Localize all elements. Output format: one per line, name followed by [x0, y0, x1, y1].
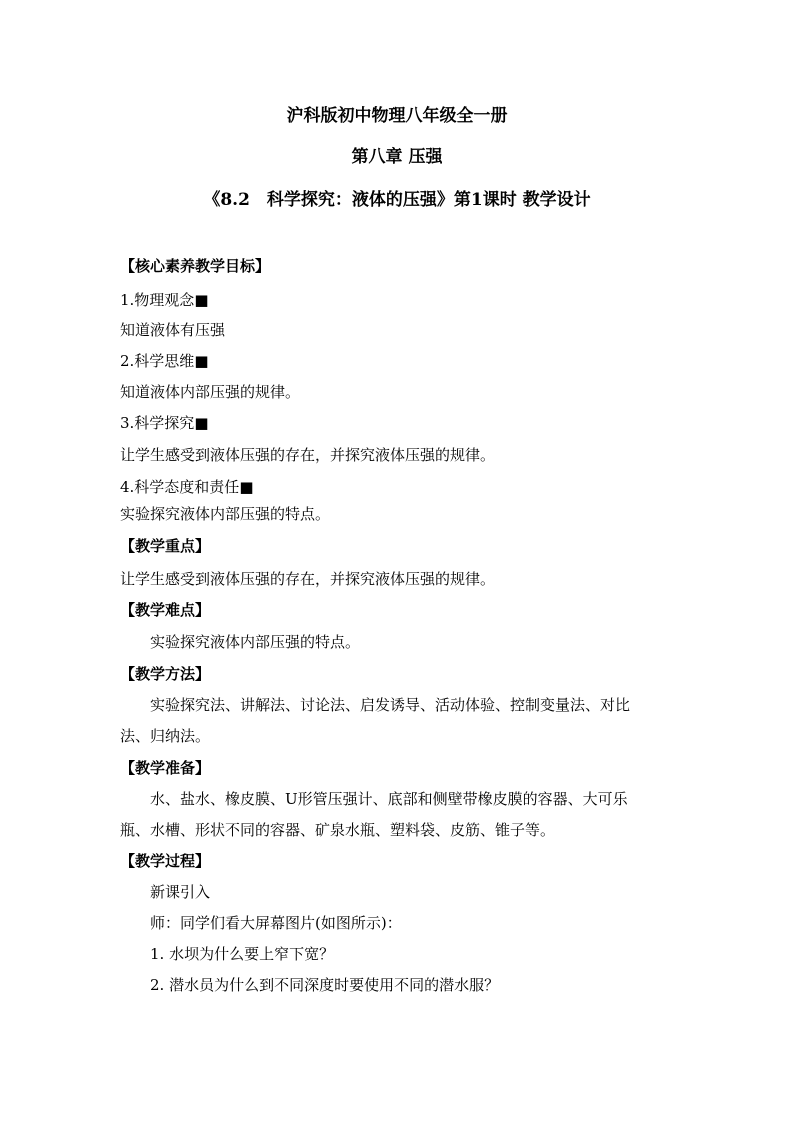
objective-label: 4.科学态度和责任■: [120, 478, 254, 496]
difficulties-text: 实验探究液体内部压强的特点。: [150, 633, 361, 651]
label-marker: ■: [194, 352, 209, 370]
lesson-title: 《8.2 科学探究：液体的压强》第1课时 教学设计: [203, 190, 591, 210]
label-marker: ■: [194, 291, 209, 309]
objective-text: 实验探究液体内部压强的特点。: [120, 505, 331, 523]
objectives-heading: 【核心素养教学目标】: [120, 257, 271, 275]
preparation-text-line: 水、盐水、橡皮膜、U形管压强计、底部和侧壁带橡皮膜的容器、大可乐: [150, 790, 628, 808]
label-marker: ■: [239, 478, 254, 496]
objective-text: 让学生感受到液体压强的存在，并探究液体压强的规律。: [120, 446, 496, 464]
question-item: 1. 水坝为什么要上窄下宽？: [150, 945, 335, 963]
difficulties-heading: 【教学难点】: [120, 601, 211, 619]
process-intro: 新课引入: [150, 883, 211, 901]
preparation-text-line: 瓶、水槽、形状不同的容器、矿泉水瓶、塑料袋、皮筋、锥子等。: [120, 821, 556, 839]
book-title: 沪科版初中物理八年级全一册: [286, 106, 508, 126]
teacher-line: 师：同学们看大屏幕图片(如图所示)：: [150, 914, 402, 932]
methods-text-line: 实验探究法、讲解法、讨论法、启发诱导、活动体验、控制变量法、对比: [150, 696, 631, 714]
preparation-heading: 【教学准备】: [120, 759, 211, 777]
question-item: 2. 潜水员为什么到不同深度时要使用不同的潜水服？: [150, 976, 500, 994]
methods-heading: 【教学方法】: [120, 665, 211, 683]
objective-text: 知道液体有压强: [120, 321, 226, 339]
objective-label: 2.科学思维■: [120, 352, 209, 370]
methods-text-line: 法、归纳法。: [120, 727, 211, 745]
process-heading: 【教学过程】: [120, 852, 211, 870]
label-marker: ■: [194, 414, 209, 432]
key-points-text: 让学生感受到液体压强的存在，并探究液体压强的规律。: [120, 570, 496, 588]
objective-label: 1.物理观念■: [120, 291, 209, 309]
objective-label: 3.科学探究■: [120, 414, 209, 432]
objective-text: 知道液体内部压强的规律。: [120, 383, 301, 401]
chapter-title: 第八章 压强: [351, 147, 443, 167]
key-points-heading: 【教学重点】: [120, 537, 211, 555]
